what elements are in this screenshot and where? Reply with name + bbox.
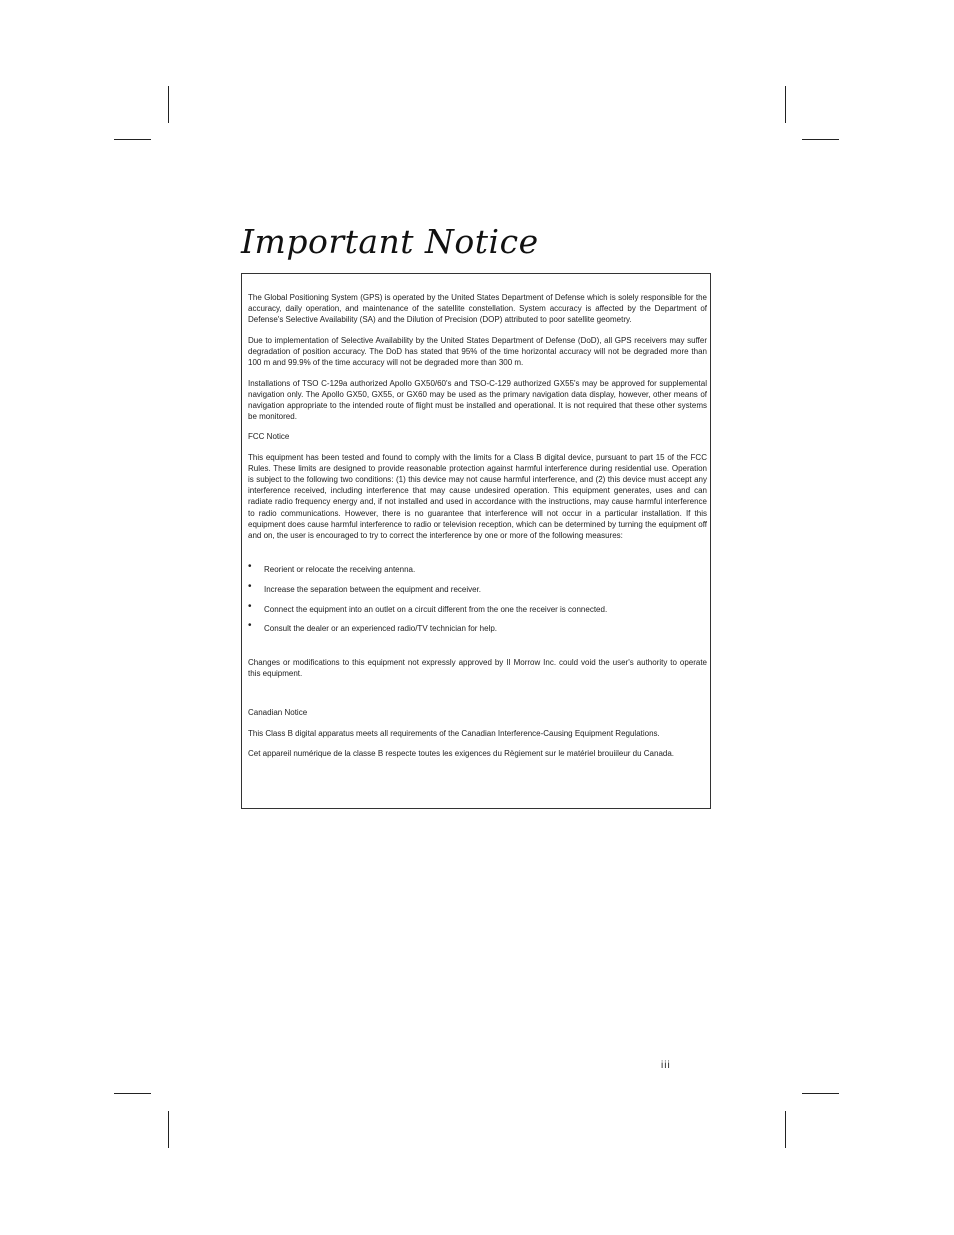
list-item: • Increase the separation between the equipment and receiver.: [248, 580, 482, 594]
canadian-french-paragraph: Cet appareil numérique de la classe B respecte toutes les exigences du Règiement sur le matériel brouiileur du Canada.: [248, 749, 675, 759]
tso-paragraph: Installations of TSO C-129a authorized Apollo GX50/60's and TSO-C-129 authorized GX55's may be approved for supplemental navigation only. The Apollo GX50, GX55, or GX60 may be used as the primary navigation data display, however, other means of navigation appropriate to the intended route of flight must be installed and operational. It is not required that these other systems be monitored.: [248, 378, 707, 421]
list-item: • Consult the dealer or an experienced radio/TV technician for help.: [248, 620, 498, 634]
page-number: iii: [661, 1060, 671, 1071]
list-item: • Reorient or relocate the receiving antenna.: [248, 560, 416, 574]
changes-paragraph: Changes or modifications to this equipment not expressly approved by II Morrow Inc. could void the user's authority to operate this equipment.: [248, 658, 707, 679]
notice-content: [248, 292, 707, 769]
fcc-paragraph: This equipment has been tested and found to comply with the limits for a Class B digital device, pursuant to part 15 of the FCC Rules. These limits are designed to provide reasonable protection against harmful interference during residential use. Operation is subject to the following two conditions: (1) this device may not cause harmful interference, and (2) this device must accept any interference received, including interference that may cause undesired operation. This equipment generates, uses and can radiate radio frequency energy and, if not installed and used in accordance with the instructions, may cause harmful interference to radio communications. However, there is no guarantee that interference will not occur in a particular installation. If this equipment does cause harmful interference to radio or television reception, which can be determined by turning the equipment off and on, the user is encouraged to try to correct the interference by one or more of the following measures:: [248, 453, 707, 540]
canadian-heading: Canadian Notice: [248, 708, 308, 718]
fcc-heading: FCC Notice: [248, 432, 290, 442]
notice-box: [241, 273, 711, 809]
crop-mark: [168, 1111, 169, 1148]
crop-mark: [802, 1093, 839, 1094]
page-title: Important Notice: [241, 222, 539, 261]
crop-mark: [114, 1093, 151, 1094]
selective-availability-paragraph: Due to implementation of Selective Availability by the United States Department of Defense (DoD), all GPS receivers may suffer degradation of position accuracy. The DoD has stated that 95% of the time horizontal accuracy will not be degraded more than 100 m and 99.9% of the time accuracy will not be degraded more than 300 m.: [248, 335, 707, 367]
bullet-icon: •: [248, 580, 252, 592]
crop-mark: [114, 139, 151, 140]
crop-mark: [802, 139, 839, 140]
bullet-icon: •: [248, 560, 252, 572]
bullet-icon: •: [248, 620, 252, 632]
crop-mark: [785, 1111, 786, 1148]
crop-mark: [785, 86, 786, 123]
canadian-english-paragraph: This Class B digital apparatus meets all requirements of the Canadian Interference-Causing Equipment Regulations.: [248, 728, 660, 738]
crop-mark: [168, 86, 169, 123]
list-item: • Connect the equipment into an outlet on a circuit different from the one the receiver is connected.: [248, 600, 608, 614]
bullet-icon: •: [248, 600, 252, 612]
fcc-measures-list: [248, 560, 707, 635]
gps-paragraph: The Global Positioning System (GPS) is operated by the United States Department of Defense which is solely responsible for the accuracy, daily operation, and maintenance of the satellite constellation. System accuracy is affected by the Department of Defense's Selective Availability (SA) and the Dilution of Precision (DOP) attributed to poor satellite geometry.: [248, 293, 707, 325]
